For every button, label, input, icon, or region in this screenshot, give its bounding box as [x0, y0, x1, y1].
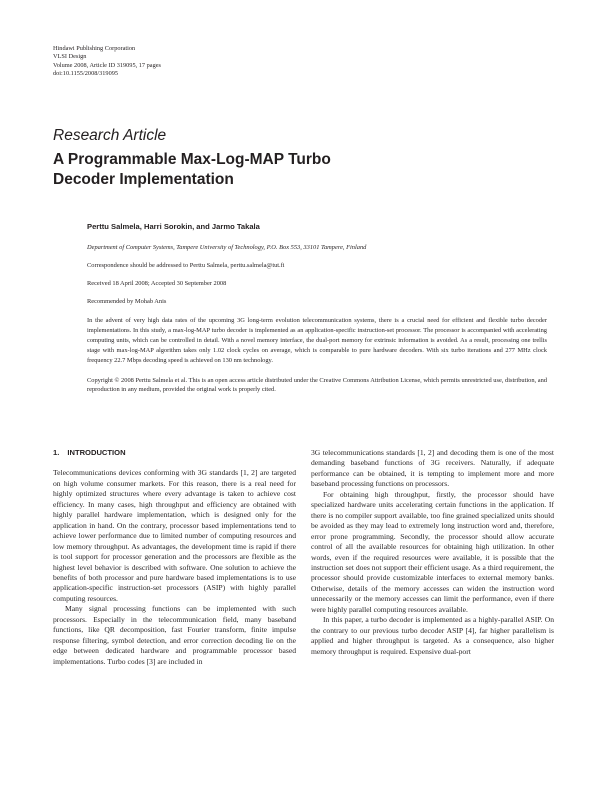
article-type: Research Article — [53, 127, 167, 144]
correspondence-text: Correspondence should be addressed to Perttu Salmela, — [87, 262, 231, 269]
front-matter — [87, 222, 547, 395]
affiliation: Department of Computer Systems, Tampere University of Technology, P.O. Box 553, 33101 Tampere, Finland — [87, 244, 367, 251]
body-paragraph: Many signal processing functions can be implemented with such processors. Especially in the telecommunication field, many baseband functions, like QR decomposition, fast Fourier transform, finite impulse response filtering, symbol detection, and error correction decoding lie on the edge between dedicated hardware and programmable processor based implementations. Turbo codes [3] are included in — [53, 604, 296, 666]
doi-line: doi:10.1155/2008/319095 — [53, 70, 119, 78]
volume-line: Volume 2008, Article ID 319095, 17 pages — [53, 61, 161, 69]
journal-header — [53, 45, 161, 79]
abstract: In the advent of very high data rates of the upcoming 3G long-term evolution telecommunication systems, there is a crucial need for efficient and flexible turbo decoder implementations. In this study, a max-log-MAP turbo decoder is implemented as an application-specific instruction-set processor. The processor is accompanied with accelerating computing units, which can be controlled in detail. With a novel memory interface, the dual-port memory for extrinsic information is avoided. As a result, processing one trellis stage with max-log-MAP algorithm takes only 1.02 clock cycles on average, which is comparable to pure hardware decoders. With six turbo iterations and 277 MHz clock frequency 22.7 Mbps decoding speed is achieved on 130 nm technology. — [87, 317, 547, 364]
section-number: 1. — [53, 448, 60, 457]
right-column — [311, 448, 554, 657]
left-column — [53, 448, 296, 667]
paper-title — [53, 150, 473, 190]
recommended-by: Recommended by Mohab Anis — [87, 298, 167, 305]
copyright-notice: Copyright © 2008 Perttu Salmela et al. This is an open access article distributed under the Creative Commons Attribution License, which permits unrestricted use, distribution, and reproduction in any medium, provided the original work is properly cited. — [87, 376, 547, 394]
body-paragraph: For obtaining high throughput, firstly, the processor should have specialized hardware units accelerating certain functions in the application. If there is no compiler support available, too fine grained specialized units should be avoided as they may lead to extremely long instruction word and, therefore, error prone programming. Secondly, the processor should allow accurate control of all the available resources for obtaining high utilization. In other words, even if the required resources were available, it is possible that the instruction set does not support their efficient usage. As a third requirement, the processor should provide customizable interfaces to external memory banks. Otherwise, details of the memory accesses can widen the instruction word unnecessarily or the memory accesses can limit the performance, even if there were highly parallel computing resources available. — [311, 489, 554, 614]
section-title: INTRODUCTION — [67, 448, 126, 457]
body-paragraph: Telecommunications devices conforming with 3G standards [1, 2] are targeted on high volume consumer markets. For this reason, there is a real need for highly optimized structures where every advantage is taken to achieve cost efficiency. In many cases, high throughput and efficiency are obtained with highly parallel hardware implementation, which is designed only for the application in hand. On the contrary, processor based implementations tend to achieve lower performance due to limited number of computing resources and low memory throughput. As advantages, the development time is rapid if there is tool support for processor generation and the processors are flexible as the highest level behavior is described with software. One solution to achieve the benefits of both processor and pure hardware based implementations is to use application-specific instruction-set processors (ASIP) with highly parallel computing resources. — [53, 468, 296, 603]
correspondence-email[interactable]: perttu.salmela@tut.fi — [230, 262, 285, 269]
title-line-2: Decoder Implementation — [53, 171, 234, 188]
body-paragraph: In this paper, a turbo decoder is implemented as a highly-parallel ASIP. On the contrary to our previous turbo decoder ASIP [4], far higher parallelism is applied and higher throughput is targeted. As a consequence, also higher memory throughput is required. Expensive dual-port — [311, 615, 554, 656]
section-heading — [53, 448, 296, 458]
title-line-1: A Programmable Max-Log-MAP Turbo — [53, 151, 331, 168]
journal-name: VLSI Design — [53, 53, 87, 61]
correspondence — [87, 262, 547, 269]
received-dates: Received 18 April 2008; Accepted 30 September 2008 — [87, 280, 227, 287]
body-paragraph: 3G telecommunications standards [1, 2] and decoding them is one of the most demanding baseband functions of 3G receivers. Naturally, if adequate performance can be obtained, it is tempting to implement more and more baseband processing functions on processors. — [311, 448, 554, 489]
author-list: Perttu Salmela, Harri Sorokin, and Jarmo Takala — [87, 222, 260, 231]
publisher-line: Hindawi Publishing Corporation — [53, 45, 136, 52]
